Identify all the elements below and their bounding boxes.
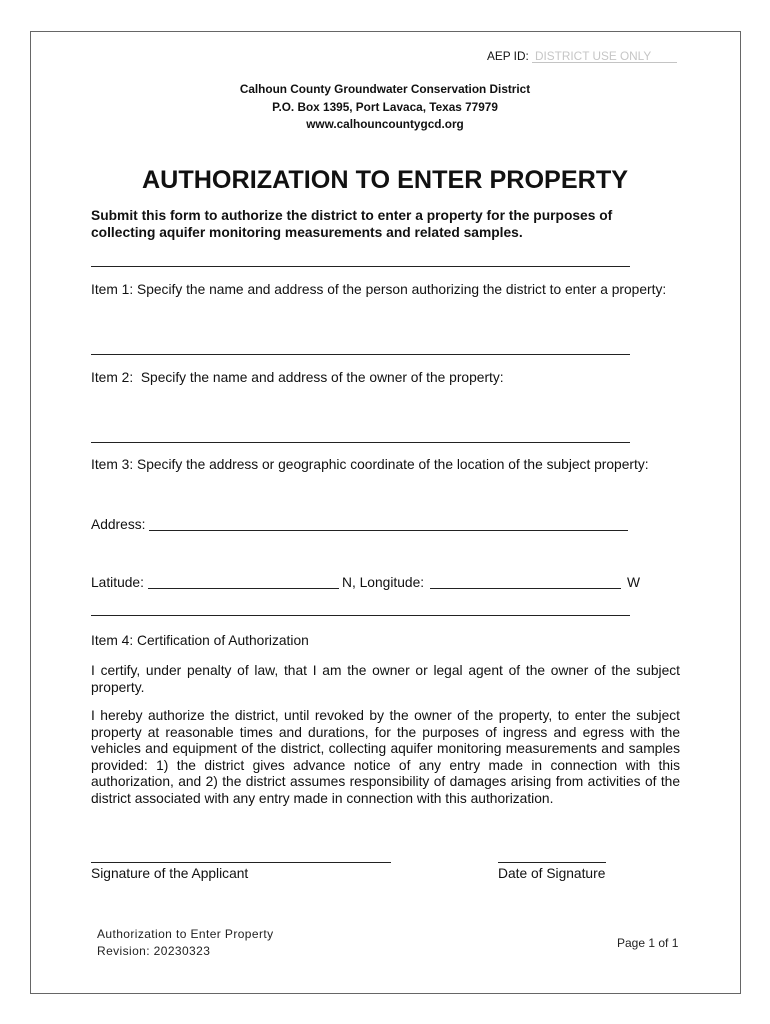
organization-address: P.O. Box 1395, Port Lavaca, Texas 77979 <box>272 99 498 114</box>
intro-line: Submit this form to authorize the district to enter a property for the purposes of <box>91 208 613 223</box>
authorization-line: district associated with any entry made in connection with this authorization. <box>91 790 554 806</box>
item1-answer-area[interactable] <box>91 302 630 350</box>
item1-label: Item 1: Specify the name and address of the person authorizing the district to enter a property: <box>91 282 667 297</box>
certification-statement <box>91 663 680 696</box>
organization-name: Calhoun County Groundwater Conservation District <box>239 82 531 96</box>
certification-line: property. <box>91 679 145 695</box>
certification-line: I certify, under penalty of law, that I am the owner or legal agent of the owner of the subject <box>91 663 680 678</box>
organization-website: www.calhouncountygcd.org <box>306 117 464 131</box>
section-divider <box>91 442 630 443</box>
item4-label: Item 4: Certification of Authorization <box>91 633 309 648</box>
footer-revision: Revision: 20230323 <box>97 944 211 958</box>
address-field[interactable] <box>149 518 628 531</box>
latitude-field[interactable] <box>148 576 339 589</box>
aep-id-label: AEP ID: <box>487 49 529 63</box>
date-label: Date of Signature <box>498 866 606 881</box>
signature-label: Signature of the Applicant <box>91 866 249 881</box>
item3-label: Item 3: Specify the address or geographic coordinate of the location of the subject property: <box>91 457 649 472</box>
organization-header <box>0 81 770 134</box>
form-title: AUTHORIZATION TO ENTER PROPERTY <box>141 166 629 194</box>
address-label: Address: <box>91 517 146 532</box>
authorization-statement <box>91 708 680 807</box>
longitude-label: N, Longitude: <box>342 575 425 590</box>
item2-label: Item 2: Specify the name and address of the owner of the property: <box>91 370 504 385</box>
intro-line: collecting aquifer monitoring measurements and related samples. <box>91 225 523 240</box>
section-divider <box>91 266 630 267</box>
section-divider <box>91 354 630 355</box>
intro-instructions <box>91 207 612 241</box>
applicant-signature-field[interactable] <box>91 850 391 863</box>
authorization-line: property at reasonable times and durations, for the purposes of ingress and egress with the <box>91 724 680 740</box>
footer-document-title: Authorization to Enter Property <box>97 927 274 941</box>
aep-id-field[interactable]: DISTRICT USE ONLY <box>532 48 677 63</box>
footer-page-number: Page 1 of 1 <box>617 936 679 950</box>
longitude-suffix: W <box>627 575 641 590</box>
authorization-line: authorization, and 2) the district assumes responsibility of damages arising from activities of the <box>91 774 680 789</box>
item2-answer-area[interactable] <box>91 390 630 438</box>
authorization-line: provided: 1) the district gives advance notice of any entry made in connection with this <box>91 757 680 773</box>
authorization-line: vehicles and equipment of the district, collecting aquifer monitoring measurements and samples <box>91 741 680 756</box>
section-divider <box>91 615 630 616</box>
footer <box>97 926 274 960</box>
longitude-field[interactable] <box>430 576 621 589</box>
latitude-label: Latitude: <box>91 575 144 590</box>
authorization-line: I hereby authorize the district, until revoked by the owner of the property, to enter the subject <box>91 708 680 723</box>
signature-date-field[interactable] <box>498 850 606 863</box>
